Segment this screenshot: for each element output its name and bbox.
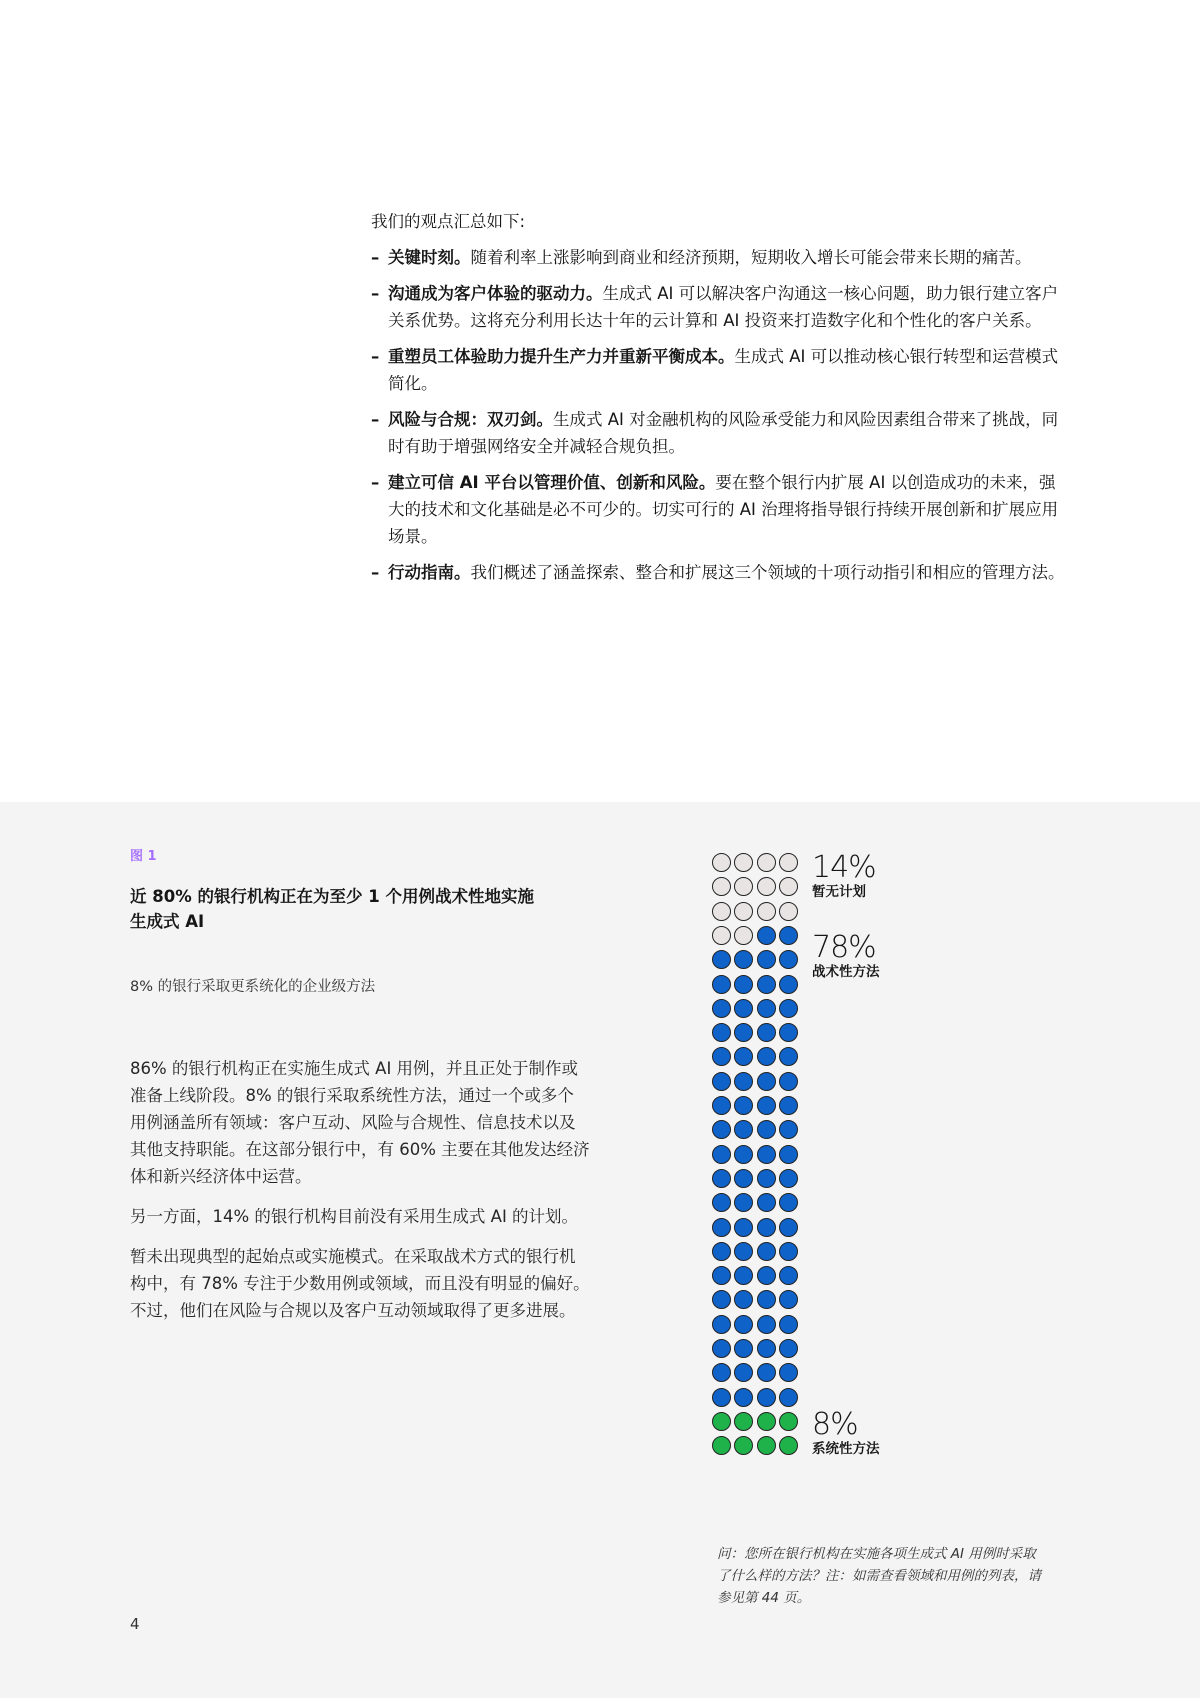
pct-label: 78% [812,930,876,965]
bullet-text: 要在整个银行内扩展 AI 以创造成功的未来，强大的技术和文化基础是必不可少的。切实可行的 AI 治理将指导银行持续开展创新和扩展应用场景。 [388,473,1059,546]
waffle-dot [757,1290,776,1309]
dash-marker: – [371,473,380,492]
waffle-dot [779,975,798,994]
bullet-text: 生成式 AI 可以推动核心银行转型和运营模式简化。 [388,347,1059,393]
summary-bullet [371,559,1071,586]
waffle-dot [757,1412,776,1431]
waffle-dot [779,902,798,921]
waffle-dot [779,1169,798,1188]
category-label: 系统性方法 [812,1441,880,1457]
waffle-dot [757,926,776,945]
legend-no-plan [812,850,876,901]
waffle-dot [779,1145,798,1164]
waffle-dot [712,1169,731,1188]
bullet-heading: 行动指南。 [388,563,471,582]
waffle-dot [757,1315,776,1334]
legend-tactical [812,930,880,981]
body-paragraph: 另一方面，14% 的银行机构目前没有采用生成式 AI 的计划。 [130,1207,579,1226]
waffle-dot [757,1363,776,1382]
summary-bullet [371,280,1071,334]
waffle-dot [757,1436,776,1455]
summary-bullet [371,469,1071,550]
body-paragraph: 86% 的银行机构正在实施生成式 AI 用例，并且正处于制作或准备上线阶段。8% 的银行采取系统性方法，通过一个或多个用例涵盖所有领域：客户互动、风险与合规性、信息技术以及其他支持职能。在这部分银行中，有 60% 主要在其他发达经济体和新兴经济体中运营。 [130,1059,590,1186]
figure-footnote: 问：您所在银行机构在实施各项生成式 AI 用例时采取了什么样的方法？注：如需查看领域和用例的列表，请参见第 44 页。 [717,1546,1041,1606]
page-number: 4 [130,1615,140,1633]
dash-marker: – [371,563,380,582]
waffle-dot [779,1218,798,1237]
bullet-heading: 建立可信 AI 平台以管理价值、创新和风险。 [388,473,716,492]
waffle-dot [779,926,798,945]
bullet-text: 随着利率上涨影响到商业和经济预期，短期收入增长可能会带来长期的痛苦。 [470,248,1032,267]
dash-marker: – [371,284,380,303]
waffle-dot [734,1242,753,1261]
waffle-dot [712,1023,731,1042]
waffle-dot [757,877,776,896]
waffle-dot [779,1023,798,1042]
waffle-dot [757,1120,776,1139]
waffle-dot [779,1315,798,1334]
waffle-dot [712,999,731,1018]
bullet-heading: 风险与合规：双刃剑。 [388,410,553,429]
waffle-dot [779,1388,798,1407]
body-paragraph: 暂未出现典型的起始点或实施模式。在采取战术方式的银行机构中，有 78% 专注于少数用例或领域，而且没有明显的偏好。不过，他们在风险与合规以及客户互动领域取得了更多进展。 [130,1247,590,1320]
waffle-dot [712,1145,731,1164]
waffle-dot [779,1193,798,1212]
waffle-dot [712,1072,731,1091]
waffle-dot [757,1096,776,1115]
waffle-dot [757,999,776,1018]
waffle-dot [779,1242,798,1261]
waffle-dot [757,1145,776,1164]
waffle-dot [779,1339,798,1358]
waffle-dot [712,1266,731,1285]
summary-bullet [371,406,1071,460]
waffle-dot [712,1339,731,1358]
figure-title: 近 80% 的银行机构正在为至少 1 个用例战术性地实施生成式 AI [130,887,534,931]
waffle-dot [779,1436,798,1455]
waffle-dot [757,1388,776,1407]
waffle-dot [779,1412,798,1431]
bullet-text: 我们概述了涵盖探索、整合和扩展这三个领域的十项行动指引和相应的管理方法。 [470,563,1065,582]
waffle-dot [779,1266,798,1285]
bullet-heading: 关键时刻。 [388,248,471,267]
waffle-dot [779,1096,798,1115]
waffle-dot [757,1169,776,1188]
waffle-dot [712,853,731,872]
waffle-dot [757,1023,776,1042]
waffle-dot [757,1218,776,1237]
waffle-dot [757,1193,776,1212]
category-label: 暂无计划 [812,884,866,900]
figure-subtitle: 8% 的银行采取更系统化的企业级方法 [130,979,376,995]
waffle-dot [712,1388,731,1407]
waffle-dot [779,853,798,872]
waffle-dot [712,1315,731,1334]
summary-intro: 我们的观点汇总如下: [371,212,526,231]
waffle-dot [757,1266,776,1285]
waffle-dot [757,975,776,994]
waffle-dot [779,999,798,1018]
pct-label: 14% [812,850,876,885]
waffle-dot [734,999,753,1018]
summary-section [371,208,1071,595]
pct-label: 8% [812,1407,858,1442]
waffle-dot [757,950,776,969]
bullet-heading: 重塑员工体验助力提升生产力并重新平衡成本。 [388,347,735,366]
bullet-heading: 沟通成为客户体验的驱动力。 [388,284,603,303]
waffle-dot [734,1315,753,1334]
waffle-dot [712,1412,731,1431]
bullet-text: 生成式 AI 对金融机构的风险承受能力和风险因素组合带来了挑战，同时有助于增强网络安全并减轻合规负担。 [388,410,1059,456]
waffle-dot [757,853,776,872]
waffle-dot [757,1339,776,1358]
waffle-dot [734,1145,753,1164]
legend-systematic [812,1407,880,1458]
category-label: 战术性方法 [812,964,880,980]
waffle-dot [757,902,776,921]
summary-bullet [371,343,1071,397]
waffle-dot [712,1218,731,1237]
waffle-dot [757,1072,776,1091]
waffle-dot [712,1096,731,1115]
waffle-dot [734,1072,753,1091]
dash-marker: – [371,347,380,366]
figure-body [130,1055,590,1337]
waffle-dot [734,975,753,994]
bullet-text: 生成式 AI 可以解决客户沟通这一核心问题，助力银行建立客户关系优势。这将充分利用长达十年的云计算和 AI 投资来打造数字化和个性化的客户关系。 [388,284,1059,330]
waffle-dot [734,1388,753,1407]
waffle-dot [712,1242,731,1261]
waffle-dot [757,1047,776,1066]
summary-bullet [371,244,1071,271]
waffle-dot [734,902,753,921]
dash-marker: – [371,248,380,267]
waffle-dot [779,1072,798,1091]
figure-label: 图 1 [130,849,157,864]
waffle-dot [734,1218,753,1237]
dash-marker: – [371,410,380,429]
waffle-dot [712,975,731,994]
waffle-dot [757,1242,776,1261]
waffle-dot [779,950,798,969]
waffle-dot [712,926,731,945]
waffle-dot [712,902,731,921]
